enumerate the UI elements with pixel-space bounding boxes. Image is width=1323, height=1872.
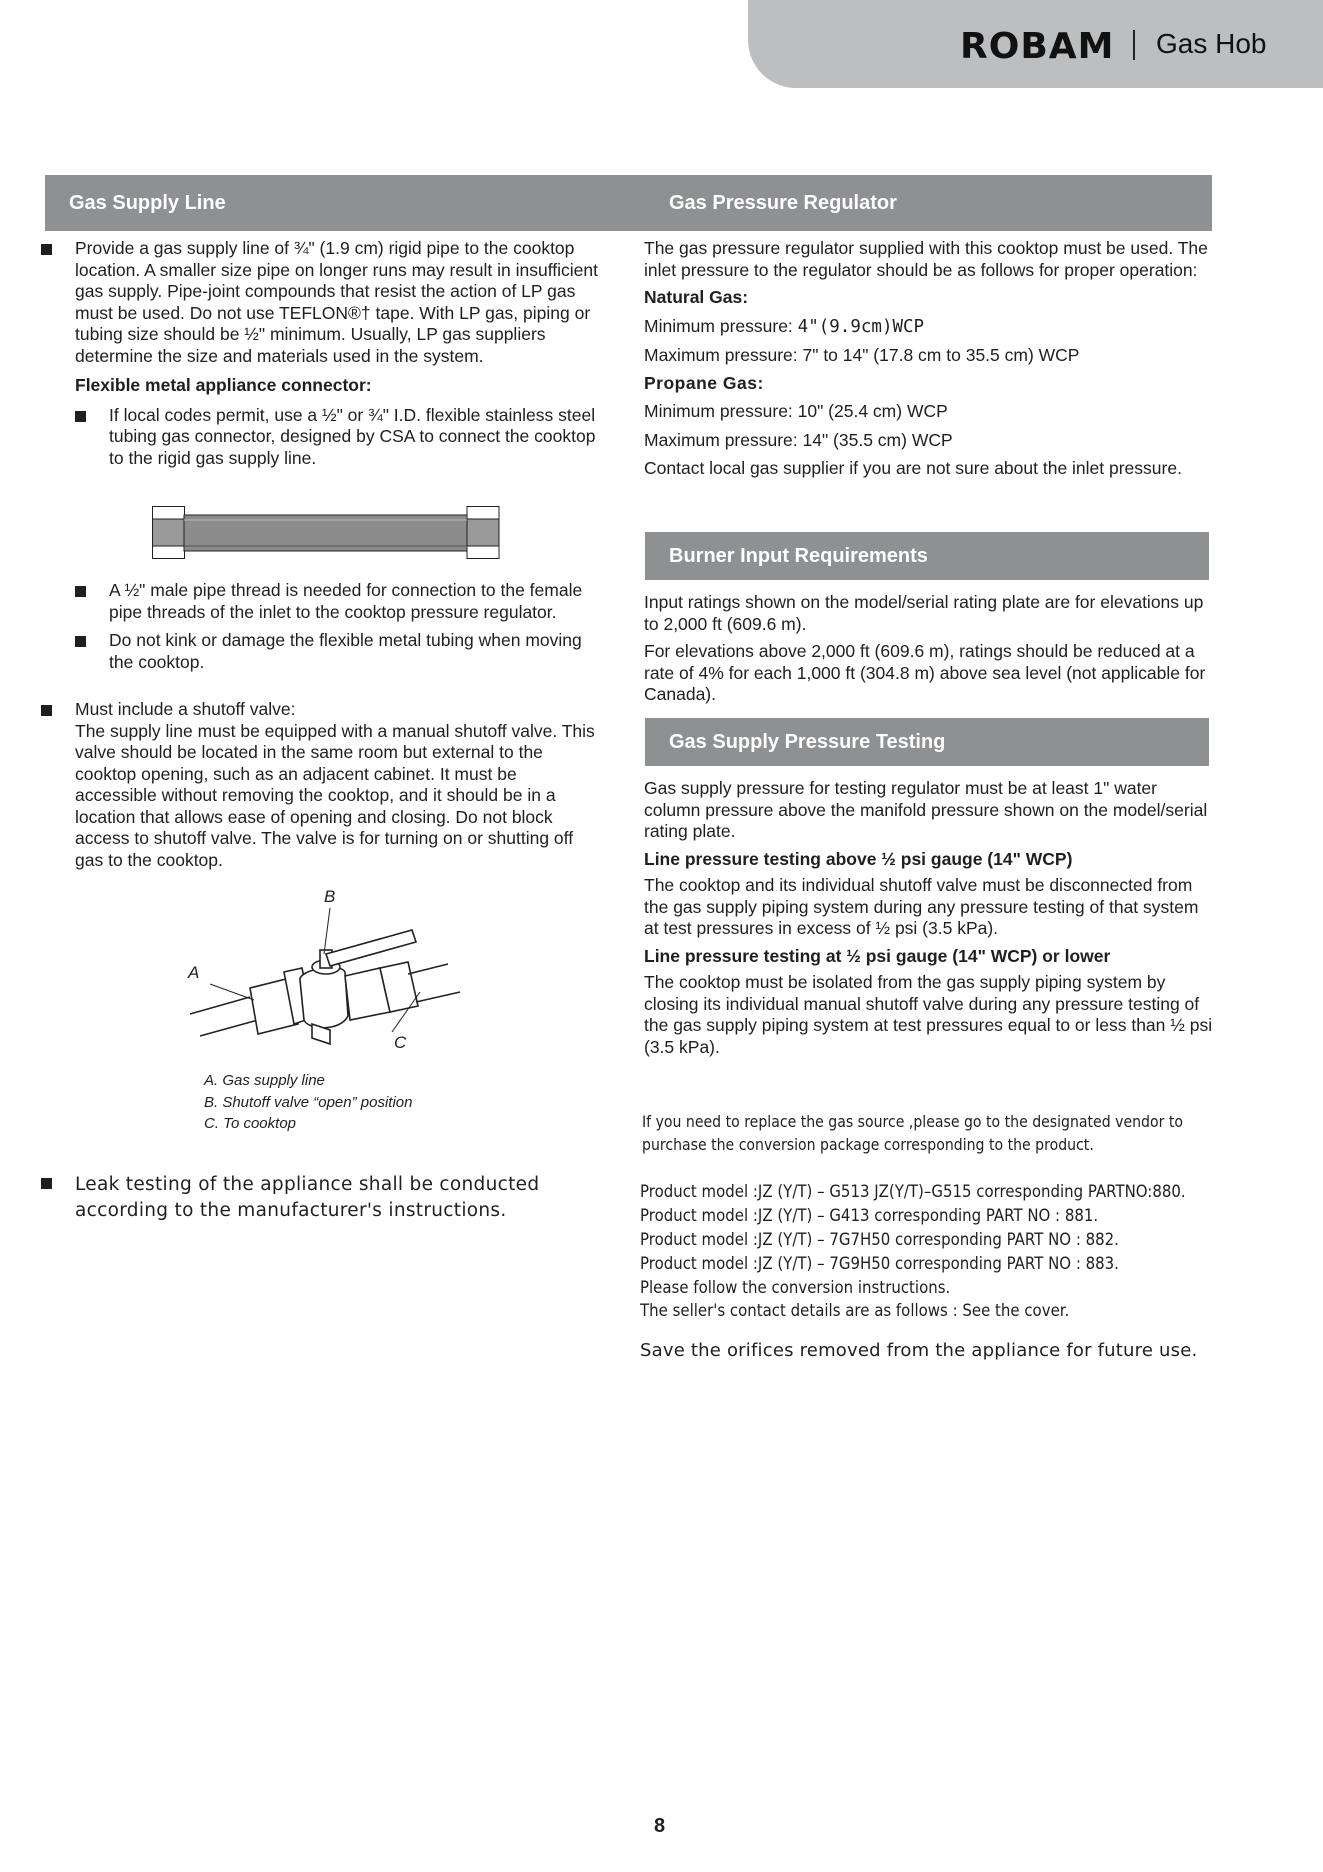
caption-b: B. Shutoff valve “open” position xyxy=(204,1093,413,1111)
ng-min-pressure xyxy=(644,316,1212,339)
at-half-psi-text: The cooktop must be isolated from the gas supply piping system by closing its individual manual shutoff valve during any pressure testing of the gas supply piping system at test pressures equal to or less than ½ psi (3.5 kPa). xyxy=(644,972,1213,1057)
leak-testing-note xyxy=(41,1172,561,1224)
ng-min-value: 4"(9.9cm)WCP xyxy=(797,316,925,337)
shutoff-title: Must include a shutoff valve: xyxy=(41,699,603,721)
above-half-psi-text: The cooktop and its individual shutoff valve must be disconnected from the gas supply piping system during any pressure testing of that system at test pressures in excess of ½ psi (3.5 kPa). xyxy=(644,875,1199,938)
propane-gas-heading: Propane Gas: xyxy=(644,372,764,393)
ng-max-pressure: Maximum pressure: 7" to 14" (17.8 cm to 35.5 cm) WCP xyxy=(644,345,1080,365)
follow-instructions: Please follow the conversion instructions. xyxy=(640,1278,951,1298)
section-header-gas-supply-line: Gas Supply Line xyxy=(45,175,648,231)
right-column xyxy=(644,238,1212,480)
header-divider xyxy=(1133,30,1135,60)
leak-testing-text: Leak testing of the appliance shall be conducted according to the manufacturer's instructions. xyxy=(41,1172,561,1224)
shutoff-block xyxy=(41,699,603,871)
figure-caption xyxy=(204,1070,412,1135)
caption-c: C. To cooktop xyxy=(204,1115,296,1132)
section-header-pressure-testing: Gas Supply Pressure Testing xyxy=(645,718,1209,766)
burner-input-block xyxy=(644,592,1212,706)
save-orifices-note xyxy=(640,1340,1197,1362)
model-line: Product model :JZ (Y/T) – 7G7H50 corresponding PART NO : 882. xyxy=(640,1230,1119,1250)
flex-bullet-2: A ½" male pipe thread is needed for connection to the female pipe threads of the inlet to the cooktop pressure regulator. xyxy=(75,580,603,623)
flex-bullet-3: Do not kink or damage the flexible metal tubing when moving the cooktop. xyxy=(75,630,603,673)
flex-bullet-1: If local codes permit, use a ½" or ¾" I.D. flexible stainless steel tubing gas connector, designed by CSA to connect the cooktop to the rigid gas supply line. xyxy=(75,405,603,470)
ng-min-label: Minimum pressure: xyxy=(644,315,798,336)
pressure-testing-block xyxy=(644,778,1214,1058)
flexible-connector-illustration xyxy=(152,506,500,560)
save-orifices-text: Save the orifices removed from the appliance for future use. xyxy=(640,1340,1198,1361)
fig-label-c: C xyxy=(394,1033,407,1052)
caption-a: A. Gas supply line xyxy=(204,1072,325,1089)
shutoff-text: The supply line must be equipped with a manual shutoff valve. This valve should be located in the same room but external to the cooktop opening, such as an adjacent cabinet. It must be accessible without removing the cooktop, and it should be in a location that allows ease of opening and closing. Do not block access to shutoff valve. The valve is for turning on or shutting off gas to the cooktop. xyxy=(75,720,595,870)
model-line: Product model :JZ (Y/T) – G413 corresponding PART NO : 881. xyxy=(640,1206,1099,1226)
lp-min-pressure: Minimum pressure: 10" (25.4 cm) WCP xyxy=(644,401,948,421)
header-subtitle: Gas Hob xyxy=(1156,28,1267,59)
model-line: Product model :JZ (Y/T) – G513 JZ(Y/T)–G515 corresponding PARTNO:880. xyxy=(640,1182,1186,1202)
left-column xyxy=(41,238,603,469)
section-header-burner-input: Burner Input Requirements xyxy=(645,532,1209,580)
regulator-text: The gas pressure regulator supplied with this cooktop must be used. The inlet pressure to the regulator should be as follows for proper operation: xyxy=(644,238,1208,280)
seller-contact: The seller's contact details are as follows : See the cover. xyxy=(640,1301,1070,1321)
conversion-intro xyxy=(642,1110,1214,1156)
lp-max-pressure: Maximum pressure: 14" (35.5 cm) WCP xyxy=(644,429,953,450)
at-half-psi-heading: Line pressure testing at ½ psi gauge (14" WCP) or lower xyxy=(644,945,1111,966)
model-line: Product model :JZ (Y/T) – 7G9H50 corresponding PART NO : 883. xyxy=(640,1254,1119,1274)
brand-logo: ROBAM xyxy=(960,26,1115,67)
fig-label-b: B xyxy=(324,887,336,906)
natural-gas-heading: Natural Gas: xyxy=(644,287,749,307)
flex-connector-heading: Flexible metal appliance connector: xyxy=(75,375,372,395)
conversion-intro-text: If you need to replace the gas source ,please go to the designated vendor to purchase the conversion package corresponding to the product. xyxy=(642,1112,1184,1154)
above-half-psi-heading: Line pressure testing above ½ psi gauge (14" WCP) xyxy=(644,848,1073,869)
conversion-models xyxy=(640,1181,1186,1323)
testing-p1: Gas supply pressure for testing regulator must be at least 1" water column pressure above the manifold pressure shown on the model/serial rating plate. xyxy=(644,778,1208,841)
section-header-gas-pressure-regulator: Gas Pressure Regulator xyxy=(645,175,1212,231)
shutoff-valve-illustration xyxy=(180,884,480,1064)
fig-label-a: A xyxy=(188,963,200,982)
left-column-lower xyxy=(75,580,603,673)
burner-p1: Input ratings shown on the model/serial rating plate are for elevations up to 2,000 ft (609.6 m). xyxy=(644,592,1204,634)
contact-supplier: Contact local gas supplier if you are not sure about the inlet pressure. xyxy=(644,458,1182,478)
page-number: 8 xyxy=(654,1815,666,1837)
gas-supply-paragraph: Provide a gas supply line of ¾" (1.9 cm) rigid pipe to the cooktop location. A smaller size pipe on longer runs may result in insufficient gas supply. Pipe-joint compounds that resist the action of LP gas must be used. Do not use TEFLON®† tape. With LP gas, piping or tubing size should be ½" minimum. Usually, LP gas suppliers determine the size and materials used in the system. xyxy=(41,238,603,367)
burner-p2: For elevations above 2,000 ft (609.6 m), ratings should be reduced at a rate of 4% for each 1,000 ft (304.8 m) above sea level (not applicable for Canada). xyxy=(644,641,1206,704)
